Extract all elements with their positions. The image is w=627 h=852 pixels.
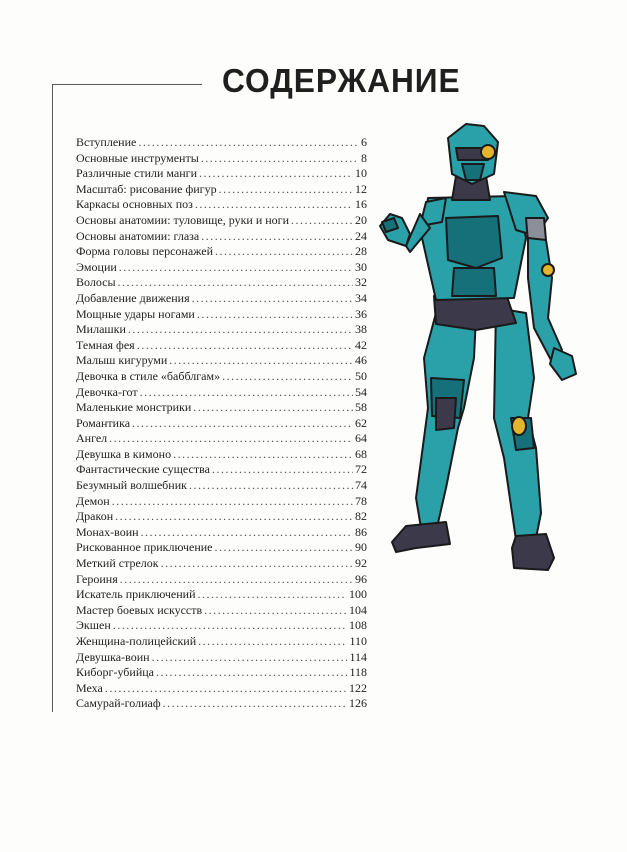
toc-dot-leader (132, 416, 353, 432)
left-border-line (52, 84, 53, 712)
toc-entry-page-number: 62 (355, 415, 367, 430)
toc-entry-title: Различные стили манги (76, 166, 198, 181)
toc-entry-page-number: 90 (355, 540, 367, 555)
toc-dot-leader (215, 244, 353, 260)
toc-entry (76, 369, 367, 385)
toc-dot-leader (169, 353, 353, 369)
toc-entry-page-number: 28 (355, 244, 367, 259)
toc-entry-title: Девочка-гот (76, 384, 138, 399)
toc-entry-page-number: 34 (355, 290, 367, 305)
toc-dot-leader (137, 338, 353, 354)
toc-entry (76, 135, 367, 151)
toc-dot-leader (195, 197, 353, 213)
toc-entry (76, 275, 367, 291)
toc-entry-page-number: 104 (349, 602, 367, 617)
toc-entry-title: Масштаб: рисование фигур (76, 181, 217, 196)
toc-entry (76, 509, 367, 525)
toc-dot-leader (222, 369, 353, 385)
toc-entry-title: Романтика (76, 415, 131, 430)
toc-entry-page-number: 110 (349, 634, 367, 648)
toc-entry-title: Мастер боевых искусств (76, 602, 203, 617)
toc-dot-leader (141, 525, 353, 541)
toc-dot-leader (113, 618, 347, 634)
toc-entry-page-number: 16 (355, 197, 367, 212)
toc-entry-title: Рискованное приключение (76, 540, 213, 555)
toc-dot-leader (215, 540, 354, 556)
toc-entry-page-number: 126 (349, 696, 367, 711)
toc-dot-leader (119, 260, 353, 276)
toc-dot-leader (291, 213, 353, 229)
toc-entry-title: Девочка в стиле «бабблгам» (76, 368, 221, 383)
toc-entry-title: Дракон (76, 509, 114, 524)
toc-entry-title: Безумный волшебник (76, 478, 187, 493)
toc-entry-page-number: 118 (349, 665, 367, 680)
toc-entry (76, 244, 367, 260)
toc-entry (76, 447, 367, 463)
toc-entry-title: Искатель приключений (76, 587, 196, 602)
toc-dot-leader (201, 151, 359, 167)
toc-entry (76, 307, 367, 323)
toc-entry-page-number: 82 (355, 509, 367, 524)
toc-dot-leader (173, 447, 353, 463)
toc-entry (76, 494, 367, 510)
toc-entry (76, 665, 367, 681)
toc-entry-title: Женщина-полицейский (76, 634, 197, 648)
toc-entry-title: Каркасы основных поз (76, 197, 193, 212)
toc-entry-page-number: 114 (349, 649, 367, 664)
toc-entry (76, 572, 367, 588)
toc-entry-page-number: 86 (355, 524, 367, 539)
toc-entry (76, 353, 367, 369)
toc-entry (76, 197, 367, 213)
toc-entry-page-number: 122 (349, 680, 367, 695)
toc-entry (76, 650, 367, 666)
toc-entry-page-number: 30 (355, 259, 367, 274)
toc-dot-leader (105, 681, 347, 697)
toc-entry (76, 291, 367, 307)
toc-entry-title: Основы анатомии: глаза (76, 228, 200, 243)
toc-entry-title: Экшен (76, 618, 111, 633)
toc-entry-page-number: 108 (349, 618, 367, 633)
toc-dot-leader (189, 478, 353, 494)
toc-entry-page-number: 38 (355, 322, 367, 337)
toc-dot-leader (201, 229, 353, 245)
toc-entry-title: Демон (76, 493, 110, 508)
toc-dot-leader (115, 509, 353, 525)
toc-entry (76, 400, 367, 416)
toc-entry-page-number: 46 (355, 353, 367, 368)
toc-entry-page-number: 54 (355, 384, 367, 399)
toc-dot-leader (156, 665, 347, 681)
toc-dot-leader (120, 572, 353, 588)
toc-entry-title: Маленькие монстрики (76, 400, 192, 415)
toc-entry (76, 603, 367, 619)
toc-entry-title: Волосы (76, 275, 116, 290)
toc-entry-title: Форма головы персонажей (76, 244, 214, 259)
toc-entry (76, 385, 367, 401)
toc-entry-title: Меха (76, 680, 103, 695)
toc-entry-page-number: 6 (361, 135, 367, 149)
toc-entry-page-number: 78 (355, 493, 367, 508)
toc-dot-leader (204, 603, 347, 619)
toc-entry-page-number: 96 (355, 571, 367, 586)
toc-entry (76, 166, 367, 182)
toc-entry-page-number: 58 (355, 400, 367, 415)
toc-entry-title: Героиня (76, 571, 118, 586)
toc-dot-leader (138, 135, 359, 151)
toc-entry-title: Добавление движения (76, 290, 190, 305)
toc-entry-title: Эмоции (76, 259, 117, 274)
toc-entry-page-number: 68 (355, 446, 367, 461)
toc-entry (76, 618, 367, 634)
toc-entry-page-number: 10 (355, 166, 367, 181)
toc-dot-leader (197, 587, 347, 603)
toc-entry (76, 182, 367, 198)
toc-dot-leader (140, 385, 353, 401)
toc-entry-title: Монах-воин (76, 524, 139, 539)
toc-entry-page-number: 20 (355, 212, 367, 227)
toc-dot-leader (197, 307, 353, 323)
toc-entry (76, 587, 367, 603)
toc-entry (76, 525, 367, 541)
toc-entry-title: Самурай-голиаф (76, 696, 161, 711)
toc-entry-title: Девушка-воин (76, 649, 150, 664)
toc-dot-leader (112, 494, 353, 510)
toc-entry-page-number: 32 (355, 275, 367, 290)
toc-entry-page-number: 24 (355, 228, 367, 243)
toc-entry-page-number: 12 (355, 181, 367, 196)
toc-dot-leader (193, 400, 353, 416)
toc-entry-title: Фантастические существа (76, 462, 210, 477)
toc-dot-leader (109, 431, 353, 447)
toc-dot-leader (152, 650, 348, 666)
toc-dot-leader (198, 634, 347, 650)
toc-entry-page-number: 50 (355, 368, 367, 383)
toc-entry-title: Вступление (76, 135, 137, 149)
toc-entry-title: Темная фея (76, 337, 135, 352)
toc-entry-page-number: 36 (355, 306, 367, 321)
armored-cyborg-figure-icon (376, 118, 586, 588)
toc-entry (76, 462, 367, 478)
toc-dot-leader (163, 696, 347, 712)
toc-entry-title: Милашки (76, 322, 126, 337)
toc-entry (76, 338, 367, 354)
toc-entry (76, 213, 367, 229)
toc-entry (76, 696, 367, 712)
toc-entry (76, 540, 367, 556)
toc-dot-leader (128, 322, 353, 338)
toc-entry (76, 229, 367, 245)
toc-entry-page-number: 92 (355, 556, 367, 571)
toc-entry-page-number: 74 (355, 478, 367, 493)
toc-entry-title: Мощные удары ногами (76, 306, 195, 321)
toc-entry-title: Девушка в кимоно (76, 446, 172, 461)
toc-entry (76, 431, 367, 447)
page-title: СОДЕРЖАНИЕ (222, 62, 461, 99)
toc-dot-leader (161, 556, 353, 572)
toc-entry (76, 416, 367, 432)
toc-entry-title: Меткий стрелок (76, 556, 159, 571)
toc-entry (76, 322, 367, 338)
toc-entry (76, 634, 367, 650)
toc-entry (76, 151, 367, 167)
toc-entry-title: Киборг-убийца (76, 665, 154, 680)
toc-dot-leader (212, 462, 353, 478)
toc-entry (76, 260, 367, 276)
toc-entry-title: Основы анатомии: туловище, руки и ноги (76, 212, 290, 227)
toc-entry-page-number: 64 (355, 431, 367, 446)
toc-dot-leader (118, 275, 353, 291)
toc-entry-page-number: 8 (361, 150, 367, 165)
toc-entry-page-number: 42 (355, 337, 367, 352)
toc-entry (76, 478, 367, 494)
toc-entry-title: Основные инструменты (76, 150, 199, 165)
toc-entry (76, 556, 367, 572)
toc-dot-leader (192, 291, 353, 307)
toc-dot-leader (199, 166, 353, 182)
toc-entry-title: Малыш кигуруми (76, 353, 168, 368)
table-of-contents (76, 135, 367, 712)
toc-entry-page-number: 100 (349, 587, 367, 602)
toc-entry-page-number: 72 (355, 462, 367, 477)
toc-entry-title: Ангел (76, 431, 108, 446)
toc-entry (76, 681, 367, 697)
toc-dot-leader (219, 182, 353, 198)
top-border-line (52, 84, 202, 85)
